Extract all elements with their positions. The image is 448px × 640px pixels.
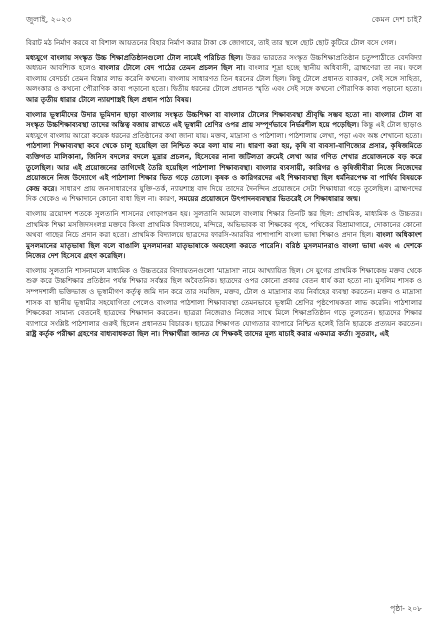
paragraph	[26, 110, 422, 205]
header-title: কেমন দেশ চাই?	[371, 15, 422, 24]
text-run: উত্তর ভারতের সংস্কৃত উচ্চশিক্ষাপ্রতিষ্ঠান চতুষ্পাঠীতে বেদবিদ্যা অধ্যয়ন আবশ্যিক হলেও	[26, 52, 422, 73]
header-date: জুলাই, ২০২৩	[26, 15, 72, 24]
page-header	[26, 14, 422, 27]
text-run: বাংলায় সুলতানি শাসনামলে মাধ্যমিক ও উচ্চতরের বিদ্যায়তনগুলো 'মাদ্রাসা' নামে আখ্যায়িত ছিল। সে যুগের প্রাথমিক শিক্ষাকেন্দ্র মক্তব থেকে শুরু করে উচ্চশিক্ষার প্রতিষ্ঠান পর্যন্ত শিক্ষার সর্বস্তর ছিল অবৈতনিক। ছাত্রদের ওপর কোনো প্রকার বেতন ধার্য করা হতো না। মুসলিম শাসক ও সম্পদশালী ভক্তিভাজ ও ভূস্বামীগণ কর্তৃত্ব জমি দান করে তার সমজিদ, মক্তব, টোল ও মাদ্রাসার ব্যয় নির্বাহের ব্যবস্থা করতেন। মক্তব ও মাদ্রাসা শাসক বা স্থানীয় ভূস্বামীর সহযোগিতা পেলেও বাংলার পাঠশালা শিক্ষাব্যবস্থা তেমনভাবে ভূস্বামী শ্রেণির পৃষ্ঠপোষকতা লাভ করেনি। পাঠশালার শিক্ষকেরা সামান্য বেতনেই ছাত্রদের শিক্ষাদান করতেন। ছাত্ররা নিজেরাও নিজের সাথে মিলে শিক্ষাপ্রতিষ্ঠান গড়ে তুলতেন। ছাত্রদের শিক্ষার ব্যাপারে সংশ্লিষ্ট পাঠশালার গুরুই ছিলেন প্রধানতম বিচারক। ছাত্রের শিক্ষাগত যোগ্যতার ব্যাপারে নিশ্চিত হলেই তিনি ছাত্রকে প্রত্যয়ন করতেন।	[26, 265, 422, 328]
bold-text-run: রাষ্ট্র কর্তৃক পরীক্ষা গ্রহণের বাধ্যবাধকতা ছিল না। শিক্ষার্থীরা জানত যে শিক্ষকই তাদের মূল্য যাচাই করার একমাত্র কর্তা। সুতরাং, এই	[26, 329, 389, 339]
bold-text-run: আর তৃতীয় ধারার টোলে ন্যায়শাস্ত্রই ছিল প্রধান পাঠ্য বিষয়।	[26, 94, 192, 104]
paragraph	[26, 266, 422, 340]
text-run: কিন্তু এই টোল ছাড়াও মধ্যযুগে বাংলায় আরো কয়েক ধরনের প্রতিষ্ঠানের কথা জানা যায়। মক্তব, মাদ্রাসা ও পাঠশালা। পাঠশালায় লেখা, পড়া এবং অঙ্ক শেখানো হতো।	[26, 120, 422, 140]
bold-text-run: বাংলা অধিকাংশ মুসলমানের মাতৃভাষা ছিল বলে বাঙালি মুসলমানরা মাতৃভাষাকে অবহেলা করতে পারেনি। বরিষ্ঠ মুসলমানরাও বাংলা ভাষা এবং এ দেশকে নিজের দেশ হিসেবে গ্রহণ করেছিল।	[26, 230, 423, 261]
bold-text-run: সময়ের প্রয়োজনে উৎপাদনব্যবস্থার ভিতরেই সে শিক্ষাধারার জন্ম।	[178, 194, 361, 204]
paragraph	[26, 53, 422, 106]
page-number: পৃষ্ঠা- ২০৮	[390, 604, 422, 613]
text-run: সাধারণ প্রায় জনসাধারণের যুক্তি-তর্ক, ন্যায়শাস্ত্র বাদ দিয়ে তাদের দৈনন্দিন প্রয়োজনে সেটা শিক্ষাধারা গড়ে তুলেছিল। ব্রাহ্মণদের দিক থেকেও এ শিক্ষাদানে কোনো বাধা ছিল না। কারণ,	[26, 183, 422, 204]
article-body	[26, 38, 422, 344]
paragraph	[26, 38, 422, 49]
bold-text-run: মধ্যযুগে বাংলায় সংস্কৃত উচ্চ শিক্ষাপ্রতিষ্ঠানগুলো টোল নামেই পরিচিত ছিল।	[26, 52, 243, 62]
paragraph	[26, 209, 422, 262]
bold-text-run: বাংলার টোলে বেদ পাঠের তেমন প্রচলন ছিল না।	[99, 63, 246, 73]
text-run: বাংলার শূদ্রা হচ্ছে স্থানীয় অধিবাসী, ব্রাহ্মণেরা তা নয়। ফলে বাংলায় বেদচর্চা তেমন বিস্তার লাভ করেনি কখনো। বাংলায় সাধারণত তিন ধরনের টোল ছিল। কিছু টোলে প্রধানত ব্যাকরণ, সেই সঙ্গে সাহিত্য, অলংকার ও কখনো পৌরাণিক কাব্য পড়ানো হতো। দ্বিতীয় ধরনের টোলে প্রধানত স্মৃতি এবং সেই সঙ্গে কখনো পৌরাণিক কাব্য পড়ানো হতো।	[26, 63, 422, 94]
text-run: বাংলায় ত্রয়োদশ শতকে সুলতানি শাসনের গোড়াপত্তন হয়। সুলতানি আমলে বাংলায় শিক্ষার তিনটি স্তর ছিল: প্রাথমিক, মাধ্যমিক ও উচ্চতর। প্রাথমিক শিক্ষা মসজিদসংলগ্ন মক্তবে কিংবা প্রাথমিক বিদ্যালয়ে, মন্দিরে, অভিভাবক বা শিক্ষকের গৃহে, পথিকের বিশ্রামাগারে, দোকানের কোনো অথবা গাছের নিচে প্রদান করা হতো। প্রাথমিক বিদ্যালয়ে ছাত্রদের ফারসি-আরবির পাশাপাশি বাংলা ভাষা শিক্ষাও প্রদান ছিল।	[26, 208, 422, 240]
bold-text-run: বাংলার ভূস্বামীদের উদার ভূমিদান ছাড়া বাংলায় সংস্কৃত উচ্চশিক্ষা বা বাংলার টোলের শিক্ষাব্যবস্থা শ্রীবৃদ্ধি সম্ভব হতো না। বাংলার টোল বা সংস্কৃত উচ্চশিক্ষাব্যবস্থা তাদের অস্তিত্ব বজায় রাখতে এই ভূস্বামী শ্রেণির ওপর প্রায় সম্পূর্ণভাবে নির্ভরশীল হয়ে পড়েছিল।	[26, 109, 422, 130]
text-run: বিরাট মঠ নির্মাণ করবে বা বিশাল আয়তনের বিহার নির্মাণ করার টাকা কে জোগাবে, তাই তার স্থলে ছোট ছোট কুটিরে টোল বসে গেল।	[26, 38, 397, 47]
bold-text-run: পাঠশালা শিক্ষাব্যবস্থা কবে থেকে চালু হয়েছিল তা নিশ্চিত করে বলা যায় না। ধারণা করা হয়, কৃষি বা ব্যবসা-বাণিজ্যের প্রসার, কৃষিজমিতে ব্যক্তিগত মালিকানা, জিনিস বদলের বদলে মুদ্রার প্রচলন, হিসেবের নানা জটিলতা ক্রমেই লেখা আর গণিত শেখার প্রয়োজনকে বড় করে তুলেছিল। আর এই প্রয়োজনের তাগিদেই তৈরি হয়েছিল পাঠশালা শিক্ষাব্যবস্থা। বাংলার ব্যবসায়ী, কারিগর ও কৃষিজীবীরা নিজে নিজেদের প্রয়োজনে নিজ উদ্যোগে এই পাঠশালা শিক্ষার ভিত গড়ে তোলে। কৃষক ও কারিগরদের এই শিক্ষাব্যবস্থা ছিল ধর্মনিরপেক্ষ বা পার্থিব বিষয়কে কেন্দ্র করে।	[26, 141, 422, 193]
